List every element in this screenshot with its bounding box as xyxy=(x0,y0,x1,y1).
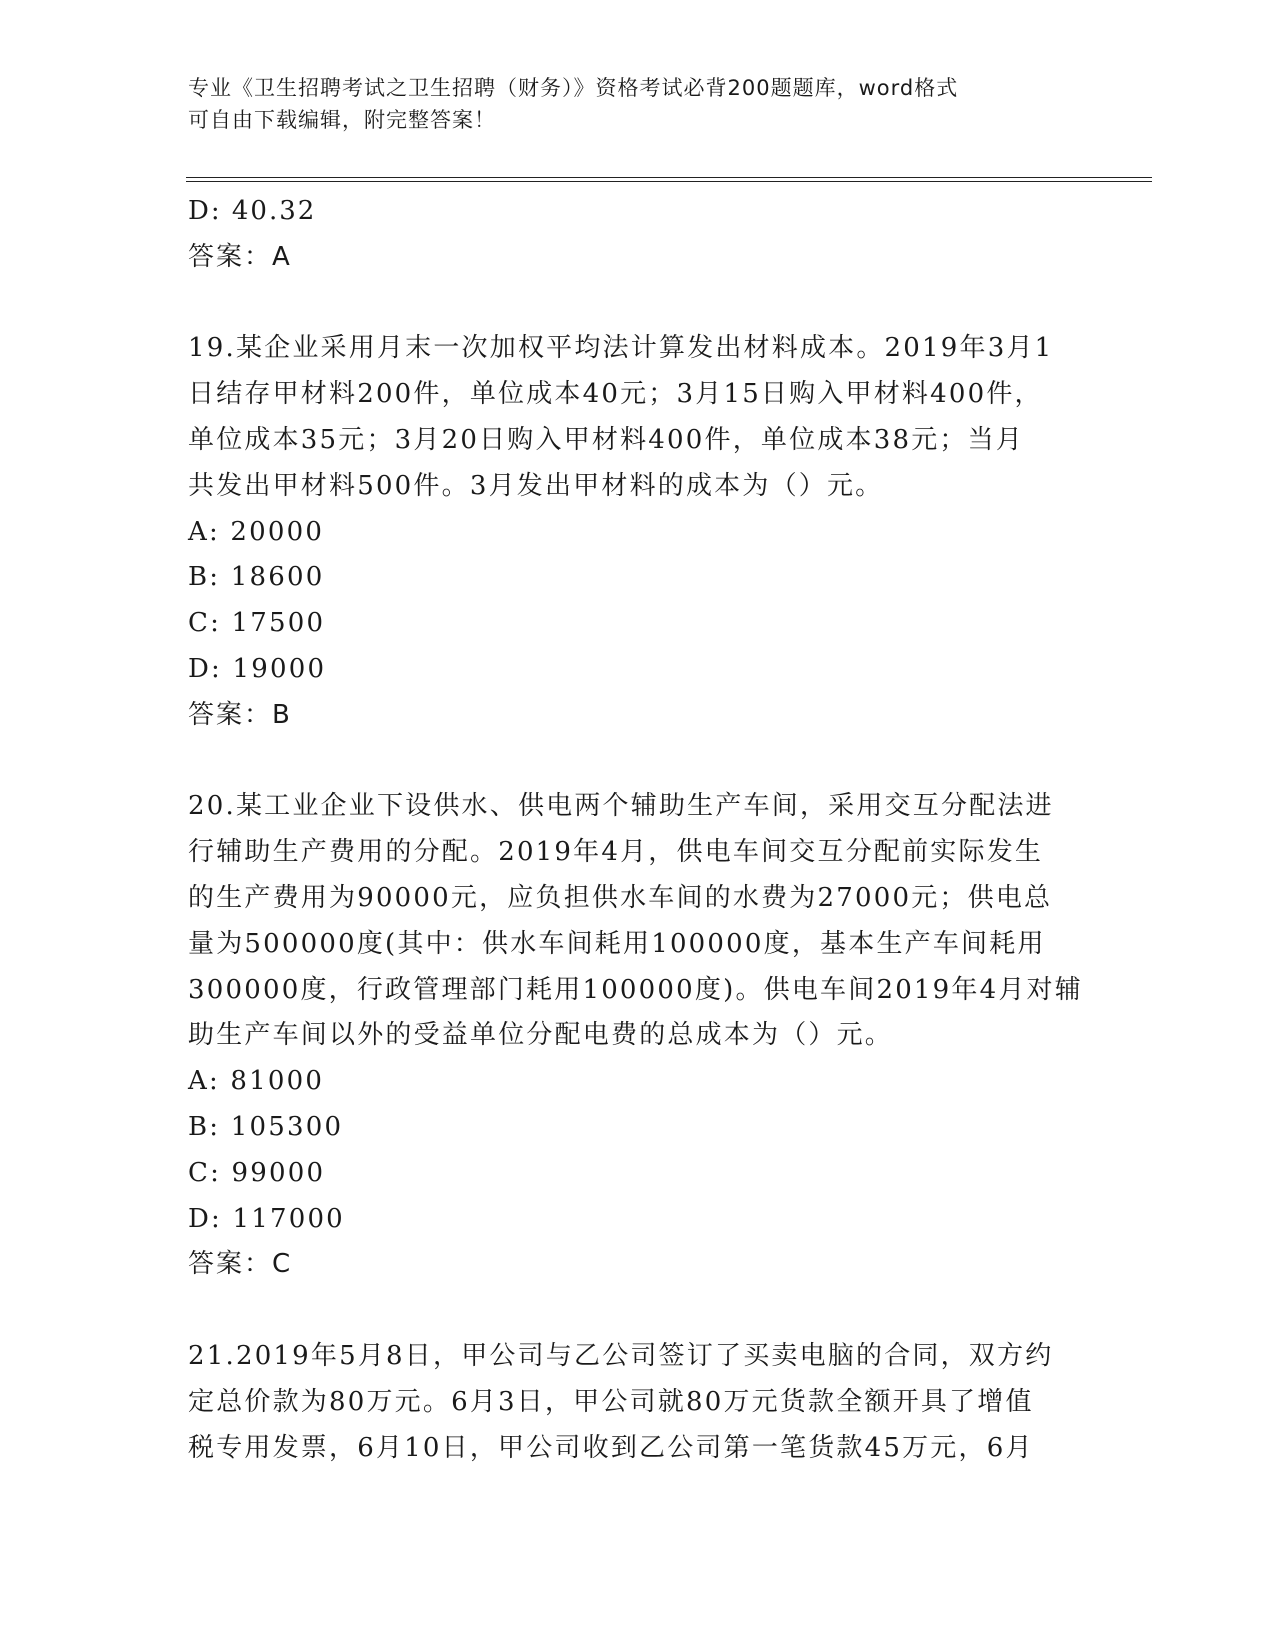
option-d: D: 40.32 xyxy=(188,196,317,226)
option-a: A: 20000 xyxy=(188,516,325,547)
header-title-line-1: 专业《卫生招聘考试之卫生招聘（财务）》资格考试必背200题题库，word格式 xyxy=(188,76,959,100)
answer-line: 答案：A xyxy=(188,241,292,272)
question-text-line: 行辅助生产费用的分配。2019年4月，供电车间交互分配前实际发生 xyxy=(188,837,1044,868)
question-text-line: 单位成本35元；3月20日购入甲材料400件，单位成本38元；当月 xyxy=(188,424,1025,455)
question-19 xyxy=(188,326,1088,738)
question-text-line: 税专用发票，6月10日，甲公司收到乙公司第一笔货款45万元，6月 xyxy=(188,1432,1034,1463)
question-text-line: 共发出甲材料500件。3月发出甲材料的成本为（）元。 xyxy=(188,470,884,501)
question-text-line: 定总价款为80万元。6月3日，甲公司就80万元货款全额开具了增值 xyxy=(188,1386,1034,1417)
header-divider-top xyxy=(186,177,1152,178)
header-title-line-2: 可自由下载编辑，附完整答案！ xyxy=(188,108,496,132)
question-text-line: 21.2019年5月8日，甲公司与乙公司签订了买卖电脑的合同，双方约 xyxy=(188,1340,1054,1371)
spacer xyxy=(188,1288,1088,1334)
question-text-line: 19.某企业采用月末一次加权平均法计算发出材料成本。2019年3月1 xyxy=(188,333,1054,364)
spacer xyxy=(188,281,1088,327)
header-divider-bottom xyxy=(186,181,1152,182)
answer-line: 答案：B xyxy=(188,699,292,730)
question-text-line: 300000度，行政管理部门耗用100000度)。供电车间2019年4月对辅 xyxy=(188,974,1083,1005)
document-body xyxy=(188,189,1088,1471)
option-d: D: 19000 xyxy=(188,653,327,684)
question-20 xyxy=(188,784,1088,1288)
question-21 xyxy=(188,1334,1088,1471)
option-b: B: 18600 xyxy=(188,562,325,593)
spacer xyxy=(188,739,1088,785)
option-c: C: 99000 xyxy=(188,1157,326,1188)
option-c: C: 17500 xyxy=(188,608,326,639)
question-text-line: 的生产费用为90000元，应负担供水车间的水费为27000元；供电总 xyxy=(188,882,1053,913)
option-a: A: 81000 xyxy=(188,1066,325,1097)
question-text-line: 日结存甲材料200件，单位成本40元；3月15日购入甲材料400件， xyxy=(188,379,1043,410)
option-b: B: 105300 xyxy=(188,1111,344,1142)
question-text-line: 助生产车间以外的受益单位分配电费的总成本为（）元。 xyxy=(188,1020,894,1051)
option-d: D: 117000 xyxy=(188,1203,345,1234)
question-text-line: 量为500000度(其中：供水车间耗用100000度，基本生产车间耗用 xyxy=(188,928,1046,959)
previous-question-tail xyxy=(188,189,1088,281)
document-header xyxy=(188,72,1068,136)
question-text-line: 20.某工业企业下设供水、供电两个辅助生产车间，采用交互分配法进 xyxy=(188,791,1054,822)
answer-line: 答案：C xyxy=(188,1249,293,1280)
